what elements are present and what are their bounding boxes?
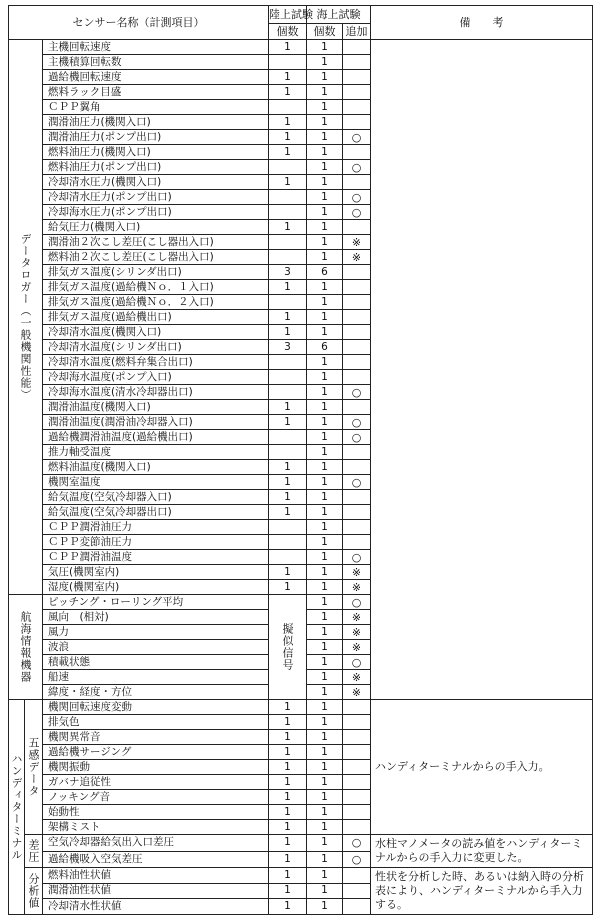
- added-mark-cell: [343, 295, 371, 310]
- group-label-handy: ハンディターミナル: [9, 700, 25, 915]
- sea-count-cell: 1: [307, 430, 343, 445]
- added-mark-cell: ※: [343, 640, 371, 655]
- added-mark-cell: ※: [343, 235, 371, 250]
- added-mark-cell: [343, 760, 371, 775]
- sea-count-cell: 1: [307, 460, 343, 475]
- land-count-cell: 1: [269, 415, 307, 430]
- added-mark-cell: ○: [343, 160, 371, 175]
- sea-count-cell: 1: [307, 250, 343, 265]
- land-count-cell: [269, 250, 307, 265]
- land-count-cell: [269, 100, 307, 115]
- added-mark-cell: ○: [343, 415, 371, 430]
- sea-count-cell: 1: [307, 868, 343, 884]
- added-mark-cell: ○: [343, 851, 371, 868]
- added-mark-cell: [343, 370, 371, 385]
- subgroup-label-senses: 五感データ: [25, 700, 43, 835]
- land-count-cell: 1: [269, 565, 307, 580]
- sea-count-header: 個数: [307, 24, 343, 40]
- added-mark-cell: [343, 820, 371, 835]
- sensor-name-cell: 燃料ラック目盛: [43, 85, 269, 100]
- land-count-cell: [269, 160, 307, 175]
- sensor-name-cell: 冷却清水温度(燃料弁集合出口): [43, 355, 269, 370]
- land-count-cell: 1: [269, 400, 307, 415]
- sensor-name-cell: 排気ガス温度(過給機出口): [43, 310, 269, 325]
- sea-count-cell: 1: [307, 85, 343, 100]
- land-count-cell: 3: [269, 265, 307, 280]
- land-count-cell: [269, 535, 307, 550]
- sensor-name-cell: 過給機回転速度: [43, 70, 269, 85]
- land-count-cell: 1: [269, 145, 307, 160]
- added-mark-cell: [343, 100, 371, 115]
- added-mark-cell: ○: [343, 190, 371, 205]
- sea-count-cell: 6: [307, 265, 343, 280]
- land-count-cell: 1: [269, 460, 307, 475]
- added-mark-cell: ○: [343, 385, 371, 400]
- added-mark-cell: [343, 70, 371, 85]
- added-mark-cell: [343, 520, 371, 535]
- sensor-name-cell: 冷却清水性状値: [43, 899, 269, 915]
- sea-count-cell: 1: [307, 160, 343, 175]
- land-count-cell: 1: [269, 85, 307, 100]
- added-mark-cell: [343, 775, 371, 790]
- sensor-name-cell: ＣＰＰ翼角: [43, 100, 269, 115]
- sea-count-cell: 1: [307, 535, 343, 550]
- added-mark-cell: ※: [343, 670, 371, 685]
- group-label-logger: データロガー（一般機関性能）: [9, 40, 43, 595]
- sensor-name-cell: 潤滑油圧力(ポンプ出口): [43, 130, 269, 145]
- sensor-name-cell: 潤滑油温度(機関入口): [43, 400, 269, 415]
- land-count-cell: 1: [269, 760, 307, 775]
- sensor-name-cell: 風力: [43, 625, 269, 640]
- added-mark-cell: [343, 40, 371, 55]
- sensor-table-body: [9, 40, 593, 915]
- sensor-name-cell: 燃料油温度(機関入口): [43, 460, 269, 475]
- added-mark-cell: [343, 355, 371, 370]
- land-count-cell: 1: [269, 220, 307, 235]
- land-count-cell: [269, 295, 307, 310]
- sea-count-cell: 1: [307, 685, 343, 700]
- added-mark-cell: ※: [343, 610, 371, 625]
- sea-count-cell: 1: [307, 550, 343, 565]
- added-mark-cell: ○: [343, 835, 371, 852]
- remarks-analysis: 性状を分析した時、あるいは納入時の分析表により、ハンディターミナルから手入力する。: [371, 868, 593, 915]
- land-test-header: 陸上試験: [269, 6, 307, 24]
- land-count-cell: [269, 385, 307, 400]
- sensor-name-cell: 燃料油２次こし差圧(こし器出入口): [43, 250, 269, 265]
- added-mark-cell: [343, 265, 371, 280]
- sensor-name-cell: 燃料油圧力(ポンプ出口): [43, 160, 269, 175]
- added-mark-cell: [343, 220, 371, 235]
- sensor-name-cell: 冷却海水温度(ポンプ入口): [43, 370, 269, 385]
- added-mark-cell: [343, 868, 371, 884]
- added-mark-cell: [343, 325, 371, 340]
- land-count-cell: 1: [269, 835, 307, 852]
- sea-count-cell: 1: [307, 640, 343, 655]
- land-count-cell: 1: [269, 820, 307, 835]
- land-count-header: 個数: [269, 24, 307, 40]
- added-mark-cell: [343, 340, 371, 355]
- sensor-name-cell: 冷却清水温度(機関入口): [43, 325, 269, 340]
- group-label-nav: 航海情報機器: [9, 595, 43, 700]
- sea-count-cell: 1: [307, 730, 343, 745]
- sea-count-cell: 1: [307, 325, 343, 340]
- added-mark-cell: [343, 805, 371, 820]
- land-count-cell: [269, 370, 307, 385]
- sea-count-cell: 1: [307, 280, 343, 295]
- sea-count-cell: 1: [307, 370, 343, 385]
- sea-added-header: 追加: [343, 24, 371, 40]
- land-count-cell: 1: [269, 851, 307, 868]
- added-mark-cell: ○: [343, 430, 371, 445]
- remarks-cell-empty: [371, 40, 593, 700]
- sea-count-cell: 1: [307, 235, 343, 250]
- sea-count-cell: 1: [307, 625, 343, 640]
- sea-count-cell: 1: [307, 820, 343, 835]
- sea-count-cell: 1: [307, 415, 343, 430]
- added-mark-cell: [343, 445, 371, 460]
- sea-count-cell: 1: [307, 40, 343, 55]
- land-count-cell: 1: [269, 70, 307, 85]
- added-mark-cell: ※: [343, 250, 371, 265]
- land-count-cell: 1: [269, 700, 307, 715]
- land-count-cell: 1: [269, 475, 307, 490]
- sensor-name-cell: 潤滑油２次こし差圧(こし器出入口): [43, 235, 269, 250]
- sea-count-cell: 1: [307, 670, 343, 685]
- sea-count-cell: 1: [307, 310, 343, 325]
- added-mark-cell: [343, 505, 371, 520]
- subgroup-label-analysis: 分析値: [25, 868, 43, 915]
- sensor-name-cell: 排気色: [43, 715, 269, 730]
- sensor-name-cell: 機関室温度: [43, 475, 269, 490]
- land-count-cell: [269, 190, 307, 205]
- sensor-table: [8, 5, 593, 915]
- table-row: [9, 700, 593, 715]
- added-mark-cell: [343, 400, 371, 415]
- land-count-cell: 1: [269, 490, 307, 505]
- land-count-cell: 1: [269, 310, 307, 325]
- sea-count-cell: 1: [307, 145, 343, 160]
- sea-count-cell: 1: [307, 445, 343, 460]
- sea-count-cell: 1: [307, 655, 343, 670]
- sensor-name-cell: 潤滑油圧力(機関入口): [43, 115, 269, 130]
- sea-count-cell: 1: [307, 805, 343, 820]
- sea-count-cell: 1: [307, 190, 343, 205]
- sea-count-cell: 6: [307, 340, 343, 355]
- sea-count-cell: 1: [307, 70, 343, 85]
- land-count-cell: 1: [269, 730, 307, 745]
- sensor-table-sheet: [8, 5, 592, 915]
- sensor-name-cell: 冷却清水温度(シリンダ出口): [43, 340, 269, 355]
- sea-count-cell: 1: [307, 400, 343, 415]
- sensor-name-cell: 風向 (相対): [43, 610, 269, 625]
- added-mark-cell: [343, 700, 371, 715]
- sensor-name-cell: 給気圧力(機関入口): [43, 220, 269, 235]
- sea-count-cell: 1: [307, 835, 343, 852]
- added-mark-cell: ○: [343, 595, 371, 610]
- sensor-name-cell: ＣＰＰ潤滑油圧力: [43, 520, 269, 535]
- sea-count-cell: 1: [307, 295, 343, 310]
- sensor-name-cell: 機関回転速度変動: [43, 700, 269, 715]
- added-mark-cell: ※: [343, 625, 371, 640]
- sea-count-cell: 1: [307, 595, 343, 610]
- land-count-cell: [269, 205, 307, 220]
- land-count-cell: 1: [269, 715, 307, 730]
- sensor-name-cell: 潤滑油性状値: [43, 883, 269, 899]
- added-mark-cell: ○: [343, 130, 371, 145]
- land-count-cell: 1: [269, 505, 307, 520]
- sensor-name-cell: 湿度(機関室内): [43, 580, 269, 595]
- sea-count-cell: 1: [307, 130, 343, 145]
- simulated-signal-cell: 擬似信号: [269, 595, 307, 700]
- sensor-name-cell: 波浪: [43, 640, 269, 655]
- sensor-name-cell: ノッキング音: [43, 790, 269, 805]
- sea-count-cell: 1: [307, 580, 343, 595]
- table-row: [9, 835, 593, 852]
- land-count-cell: 1: [269, 325, 307, 340]
- added-mark-cell: [343, 85, 371, 100]
- land-count-cell: 1: [269, 883, 307, 899]
- added-mark-cell: [343, 790, 371, 805]
- sea-count-cell: 1: [307, 760, 343, 775]
- land-count-cell: 1: [269, 130, 307, 145]
- added-mark-cell: ○: [343, 205, 371, 220]
- land-count-cell: [269, 355, 307, 370]
- sensor-name-cell: ＣＰＰ変節油圧力: [43, 535, 269, 550]
- land-count-cell: [269, 520, 307, 535]
- land-count-cell: 1: [269, 790, 307, 805]
- sensor-name-cell: 機関振動: [43, 760, 269, 775]
- sea-count-cell: 1: [307, 610, 343, 625]
- sensor-name-cell: 排気ガス温度(過給機Ｎｏ．１入口): [43, 280, 269, 295]
- land-count-cell: 1: [269, 745, 307, 760]
- sensor-name-cell: 排気ガス温度(過給機Ｎｏ．２入口): [43, 295, 269, 310]
- sensor-name-cell: 冷却清水圧力(ポンプ出口): [43, 190, 269, 205]
- sensor-name-cell: ガバナ追従性: [43, 775, 269, 790]
- subgroup-label-pressure: 差圧: [25, 835, 43, 868]
- sensor-name-cell: 過給機サージング: [43, 745, 269, 760]
- sea-count-cell: 1: [307, 790, 343, 805]
- added-mark-cell: [343, 745, 371, 760]
- remarks-pressure: 水柱マノメータの読み値をハンディターミナルからの手入力に変更した。: [371, 835, 593, 868]
- added-mark-cell: [343, 280, 371, 295]
- land-count-cell: [269, 235, 307, 250]
- added-mark-cell: [343, 460, 371, 475]
- sea-count-cell: 1: [307, 899, 343, 915]
- sensor-name-cell: 給気温度(空気冷却器出口): [43, 505, 269, 520]
- added-mark-cell: ※: [343, 565, 371, 580]
- added-mark-cell: [343, 883, 371, 899]
- land-count-cell: 1: [269, 580, 307, 595]
- land-count-cell: [269, 550, 307, 565]
- added-mark-cell: [343, 310, 371, 325]
- sensor-name-cell: 燃料油圧力(機関入口): [43, 145, 269, 160]
- land-count-cell: [269, 445, 307, 460]
- land-count-cell: 1: [269, 40, 307, 55]
- sensor-name-cell: 冷却海水温度(清水冷却器出口): [43, 385, 269, 400]
- sea-count-cell: 1: [307, 115, 343, 130]
- sensor-name-cell: 推力軸受温度: [43, 445, 269, 460]
- sensor-name-cell: 空気冷却器給気出入口差圧: [43, 835, 269, 852]
- sea-count-cell: 1: [307, 55, 343, 70]
- sea-count-cell: 1: [307, 505, 343, 520]
- land-count-cell: 1: [269, 175, 307, 190]
- sensor-name-cell: 燃料油性状値: [43, 868, 269, 884]
- land-count-cell: 1: [269, 115, 307, 130]
- sea-count-cell: 1: [307, 220, 343, 235]
- added-mark-cell: [343, 715, 371, 730]
- added-mark-cell: [343, 175, 371, 190]
- sea-count-cell: 1: [307, 355, 343, 370]
- sea-count-cell: 1: [307, 205, 343, 220]
- sensor-name-cell: 緯度・経度・方位: [43, 685, 269, 700]
- added-mark-cell: [343, 535, 371, 550]
- land-count-cell: 3: [269, 340, 307, 355]
- land-count-cell: [269, 430, 307, 445]
- land-count-cell: 1: [269, 805, 307, 820]
- sea-count-cell: 1: [307, 175, 343, 190]
- sensor-name-cell: 潤滑油温度(潤滑油冷却器入口): [43, 415, 269, 430]
- added-mark-cell: [343, 55, 371, 70]
- sea-count-cell: 1: [307, 851, 343, 868]
- sea-count-cell: 1: [307, 490, 343, 505]
- sensor-name-cell: 冷却清水圧力(機関入口): [43, 175, 269, 190]
- land-count-cell: [269, 55, 307, 70]
- sensor-name-cell: 機関異常音: [43, 730, 269, 745]
- land-count-cell: 1: [269, 280, 307, 295]
- table-row: [9, 40, 593, 55]
- added-mark-cell: ○: [343, 550, 371, 565]
- sensor-name-cell: ピッチング・ローリング平均: [43, 595, 269, 610]
- sea-count-cell: 1: [307, 775, 343, 790]
- added-mark-cell: ○: [343, 655, 371, 670]
- sea-count-cell: 1: [307, 520, 343, 535]
- sensor-name-cell: 気圧(機関室内): [43, 565, 269, 580]
- sea-count-cell: 1: [307, 475, 343, 490]
- sensor-name-header: センサー名称（計測項目）: [9, 6, 269, 40]
- sensor-name-cell: 冷却海水圧力(ポンプ出口): [43, 205, 269, 220]
- sea-test-header: 海上試験: [307, 6, 371, 24]
- added-mark-cell: [343, 145, 371, 160]
- sensor-name-cell: 給気温度(空気冷却器入口): [43, 490, 269, 505]
- added-mark-cell: [343, 490, 371, 505]
- sea-count-cell: 1: [307, 700, 343, 715]
- sea-count-cell: 1: [307, 100, 343, 115]
- sensor-name-cell: ＣＰＰ潤滑油温度: [43, 550, 269, 565]
- added-mark-cell: ○: [343, 475, 371, 490]
- sea-count-cell: 1: [307, 385, 343, 400]
- added-mark-cell: ※: [343, 685, 371, 700]
- sea-count-cell: 1: [307, 883, 343, 899]
- added-mark-cell: [343, 899, 371, 915]
- sensor-name-cell: 架構ミスト: [43, 820, 269, 835]
- added-mark-cell: [343, 730, 371, 745]
- remarks-header: 備 考: [371, 6, 593, 40]
- sensor-name-cell: 過給機潤滑油温度(過給機出口): [43, 430, 269, 445]
- remarks-handy-input: ハンディターミナルからの手入力。: [371, 700, 593, 835]
- sea-count-cell: 1: [307, 565, 343, 580]
- sensor-name-cell: 過給機吸入空気差圧: [43, 851, 269, 868]
- added-mark-cell: ※: [343, 580, 371, 595]
- sensor-name-cell: 積載状態: [43, 655, 269, 670]
- sensor-name-cell: 船速: [43, 670, 269, 685]
- sea-count-cell: 1: [307, 715, 343, 730]
- sensor-name-cell: 主機積算回転数: [43, 55, 269, 70]
- land-count-cell: 1: [269, 868, 307, 884]
- land-count-cell: 1: [269, 899, 307, 915]
- added-mark-cell: [343, 115, 371, 130]
- sensor-name-cell: 始動性: [43, 805, 269, 820]
- sensor-name-cell: 主機回転速度: [43, 40, 269, 55]
- table-row: [9, 868, 593, 884]
- land-count-cell: 1: [269, 775, 307, 790]
- sensor-name-cell: 排気ガス温度(シリンダ出口): [43, 265, 269, 280]
- sea-count-cell: 1: [307, 745, 343, 760]
